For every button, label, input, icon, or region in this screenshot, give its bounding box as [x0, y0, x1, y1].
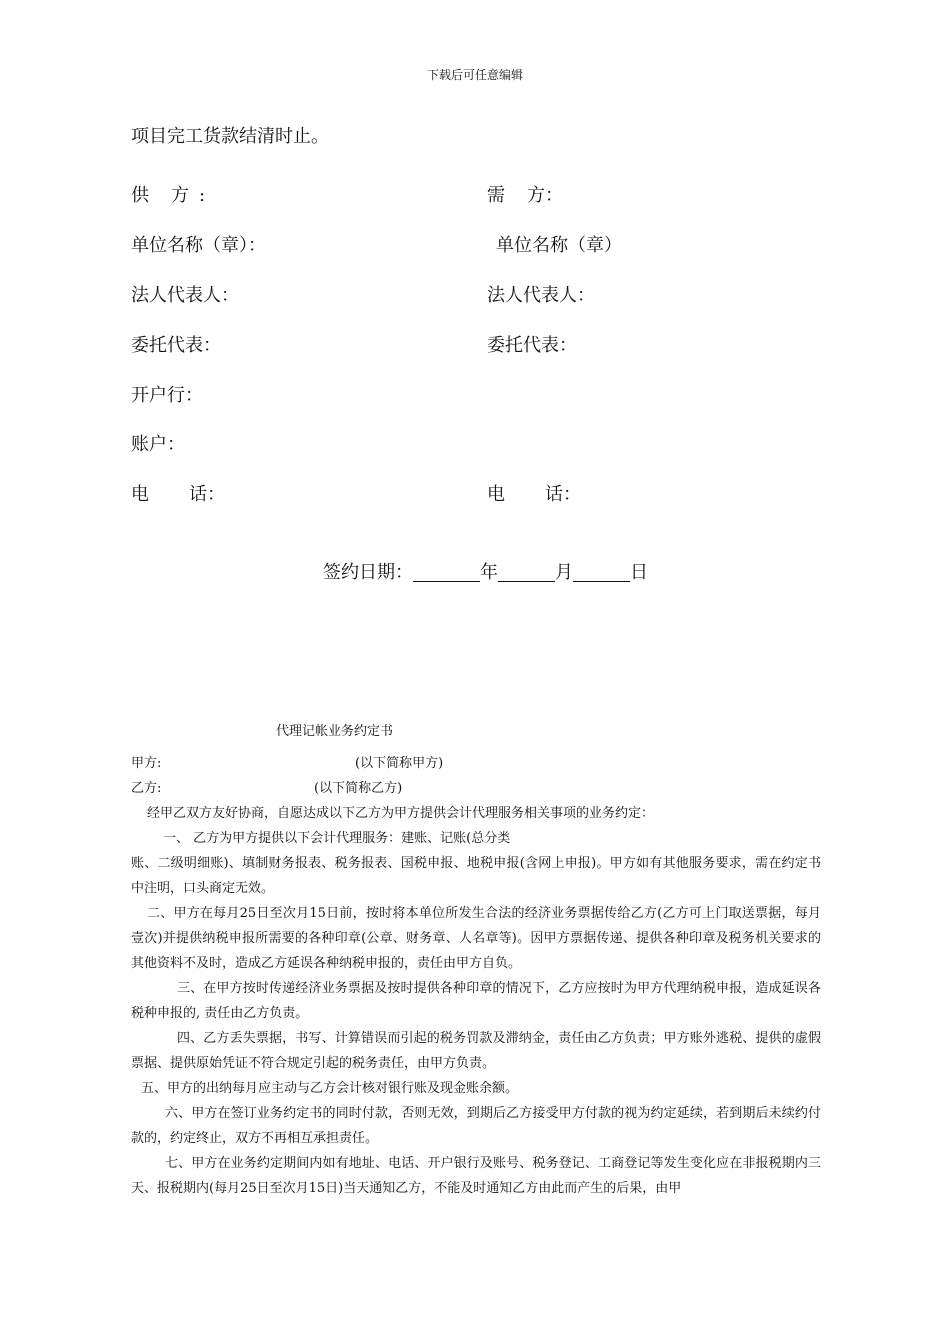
supplier-label-char1: 供: [131, 185, 149, 206]
phone-right-char1: 电: [487, 484, 505, 505]
party-b-note: (以下简称乙方): [314, 781, 403, 796]
completion-text: 项目完工货款结清时止。: [131, 126, 329, 147]
clause-7: 七、甲方在业务约定期间内如有地址、电话、开户银行及账号、税务登记、工商登记等发生变化应在非报税期内三天、报税期内(每月25日至次月15日)当天通知乙方，不能及时通知乙方由此而产生的后果，由甲: [131, 1156, 821, 1196]
agent-right: 委托代表：: [487, 335, 577, 356]
legal-rep-right: 法人代表人：: [487, 285, 595, 306]
phone-left-char1: 电: [131, 484, 149, 505]
unit-name-left: 单位名称（章）：: [131, 235, 266, 256]
phone-left-char2: 话：: [189, 484, 225, 505]
phone-right-char2: 话：: [545, 484, 581, 505]
supplier-label-char2: 方: [171, 185, 189, 206]
agent-left: 委托代表：: [131, 335, 221, 356]
year-label: 年: [480, 562, 498, 583]
clause-1-line1: 一、 乙方为甲方提供以下会计代理服务：建账、记账(总分类: [163, 831, 511, 846]
phone-left: [131, 484, 225, 506]
signing-date-label: 签约日期：: [323, 562, 413, 583]
bank-label: 开户行：: [131, 385, 203, 406]
year-blank: [413, 561, 480, 582]
phone-right: [487, 484, 581, 506]
buyer-label-char2: 方：: [527, 185, 563, 206]
supplier-label: [131, 185, 205, 207]
month-label: 月: [555, 562, 573, 583]
intro-paragraph: 经甲乙双方友好协商，自愿达成以下乙方为甲方提供会计代理服务相关事项的业务约定：: [147, 806, 655, 821]
header-note: 下载后可任意编辑: [426, 68, 523, 82]
party-b-label: 乙方:: [131, 781, 162, 796]
party-a-label: 甲方:: [131, 756, 162, 771]
agreement-title: 代理记帐业务约定书: [276, 724, 394, 739]
clause-6: 六、甲方在签订业务约定书的同时付款，否则无效，到期后乙方接受甲方付款的视为约定延续，若到期后未续约付款的，约定终止，双方不再相互承担责任。: [131, 1106, 821, 1146]
clause-3: 三、在甲方按时传递经济业务票据及按时提供各种印章的情况下，乙方应按时为甲方代理纳税申报，造成延误各税种申报的, 责任由乙方负责。: [131, 981, 821, 1021]
account-label: 账户：: [131, 434, 185, 455]
clause-5: 五、甲方的出纳每月应主动与乙方会计核对银行账及现金账余额。: [141, 1081, 519, 1096]
buyer-label-char1: 需: [487, 185, 505, 206]
legal-rep-left: 法人代表人：: [131, 285, 239, 306]
clause-1-line2: 账、二级明细账)、填制财务报表、税务报表、国税申报、地税申报(含网上申报)。甲方如有其他服务要求，需在约定书中注明，口头商定无效。: [131, 856, 821, 896]
buyer-label: [487, 185, 563, 207]
day-label: 日: [630, 562, 648, 583]
unit-name-right: 单位名称（章）: [496, 235, 622, 256]
party-a-note: (以下简称甲方): [355, 756, 444, 771]
clause-2: 二、甲方在每月25日至次月15日前，按时将本单位所发生合法的经济业务票据传给乙方(乙方可上门取送票据，每月壹次)并提供纳税申报所需要的各种印章(公章、财务章、人名章等)。因甲方票据传递、提供各种印章及税务机关要求的其他资料不及时，造成乙方延误各种纳税申报的，责任由甲方自负。: [131, 906, 821, 971]
signing-date: [323, 558, 648, 584]
month-blank: [498, 561, 555, 582]
day-blank: [573, 561, 630, 582]
supplier-colon: :: [199, 185, 206, 206]
clause-4: 四、乙方丢失票据，书写、计算错误而引起的税务罚款及滞纳金，责任由乙方负责；甲方账外逃税、提供的虚假票据、提供原始凭证不符合规定引起的税务责任，由甲方负责。: [131, 1031, 821, 1071]
